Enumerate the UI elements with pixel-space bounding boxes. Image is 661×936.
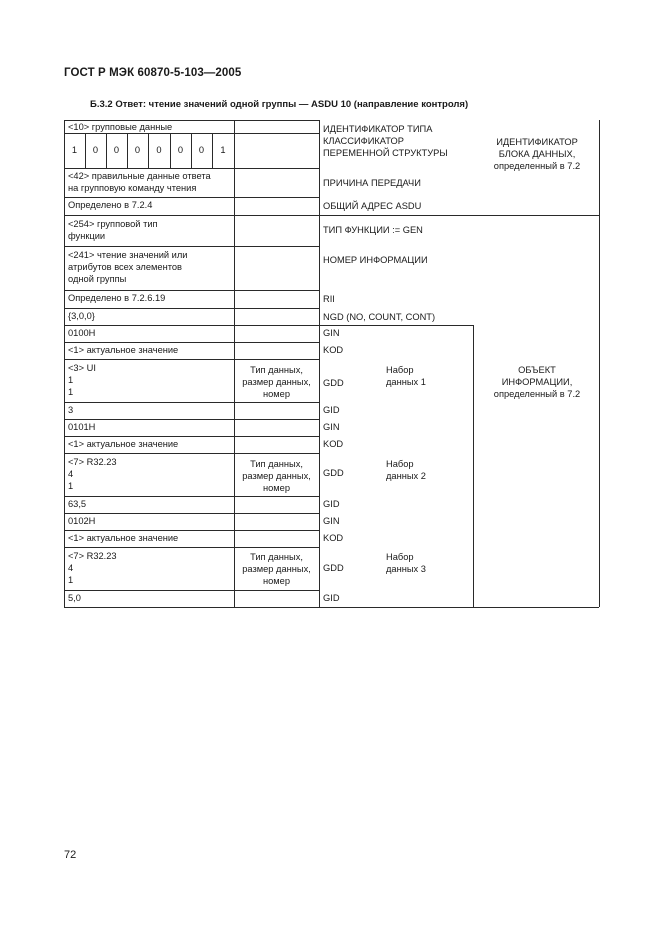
field-gid-3: GID xyxy=(323,593,340,603)
data-unit-identifier-label: ИДЕНТИФИКАТОР БЛОКА ДАННЫХ, определенный в 7.2 xyxy=(493,137,581,171)
field-kod-3: KOD xyxy=(323,533,344,543)
row-defined-724: Определено в 7.2.4 xyxy=(68,200,153,210)
bit-7: 0 xyxy=(92,145,99,155)
row-gdd-3: <7> R32.23 4 1 xyxy=(68,551,117,585)
data-set-3-label: Набор данных 3 xyxy=(386,552,426,574)
row-cause: <42> правильные данные ответа на групповую команду чтения xyxy=(68,171,211,193)
field-kod-2: KOD xyxy=(323,439,344,449)
field-info-number: НОМЕР ИНФОРМАЦИИ xyxy=(323,255,428,265)
type-info-1: Тип данных, размер данных, номер xyxy=(242,365,311,399)
field-gin-3: GIN xyxy=(323,516,340,526)
row-gin-3: 0102H xyxy=(68,516,96,526)
field-gid-2: GID xyxy=(323,499,340,509)
bit-4: 0 xyxy=(156,145,162,155)
field-gdd-3: GDD xyxy=(323,563,344,573)
row-ngd-value: {3,0,0} xyxy=(68,311,95,321)
field-gdd-2: GDD xyxy=(323,468,344,478)
bit-6: 0 xyxy=(113,145,120,155)
data-set-2-label: Набор данных 2 xyxy=(386,459,426,481)
field-kod-1: KOD xyxy=(323,345,344,355)
row-kod-2: <1> актуальное значение xyxy=(68,439,179,449)
field-function-type: ТИП ФУНКЦИИ := GEN xyxy=(323,225,423,235)
row-gdd-2: <7> R32.23 4 1 xyxy=(68,457,117,491)
field-type-id: ИДЕНТИФИКАТОР ТИПА КЛАССИФИКАТОР ПЕРЕМЕННОЙ СТРУКТУРЫ xyxy=(323,124,448,158)
row-gin-1: 0100H xyxy=(68,328,96,338)
field-common-address: ОБЩИЙ АДРЕС ASDU xyxy=(323,201,422,211)
bit-2: 0 xyxy=(198,145,205,155)
row-gdd-1: <3> UI 1 1 xyxy=(68,363,96,397)
type-info-3: Тип данных, размер данных, номер xyxy=(242,552,311,586)
section-title: Б.3.2 Ответ: чтение значений одной группы — ASDU 10 (направление контроля) xyxy=(90,99,469,110)
row-gin-2: 0101H xyxy=(68,422,96,432)
field-gdd-1: GDD xyxy=(323,378,344,388)
bit-3: 0 xyxy=(177,145,184,155)
field-gin-2: GIN xyxy=(323,422,340,432)
row-kod-3: <1> актуальное значение xyxy=(68,533,179,543)
information-object-label: ОБЪЕКТ ИНФОРМАЦИИ, определенный в 7.2 xyxy=(493,365,581,399)
field-ngd: NGD (NO, COUNT, CONT) xyxy=(323,312,436,322)
data-set-1-label: Набор данных 1 xyxy=(386,365,426,387)
field-cause: ПРИЧИНА ПЕРЕДАЧИ xyxy=(323,178,421,188)
row-function-type: <254> групповой тип функции xyxy=(68,219,158,241)
bit-8: 1 xyxy=(71,145,78,155)
field-rii: RII xyxy=(323,294,335,304)
row-defined-72619: Определено в 7.2.6.19 xyxy=(68,293,166,303)
row-kod-1: <1> актуальное значение xyxy=(68,345,179,355)
field-gid-1: GID xyxy=(323,405,340,415)
row-gid-3: 5,0 xyxy=(68,593,81,603)
page-number: 72 xyxy=(64,849,77,861)
row-info-number: <241> чтение значений или атрибутов всех элементов одной группы xyxy=(68,250,188,284)
bit-1: 1 xyxy=(220,145,226,155)
document-header: ГОСТ Р МЭК 60870-5-103—2005 xyxy=(64,67,242,79)
row-group-data: <10> групповые данные xyxy=(68,122,173,132)
field-gin-1: GIN xyxy=(323,328,340,338)
bit-5: 0 xyxy=(134,145,141,155)
row-gid-2: 63,5 xyxy=(68,499,87,509)
type-info-2: Тип данных, размер данных, номер xyxy=(242,459,311,493)
row-gid-1: 3 xyxy=(68,405,74,415)
